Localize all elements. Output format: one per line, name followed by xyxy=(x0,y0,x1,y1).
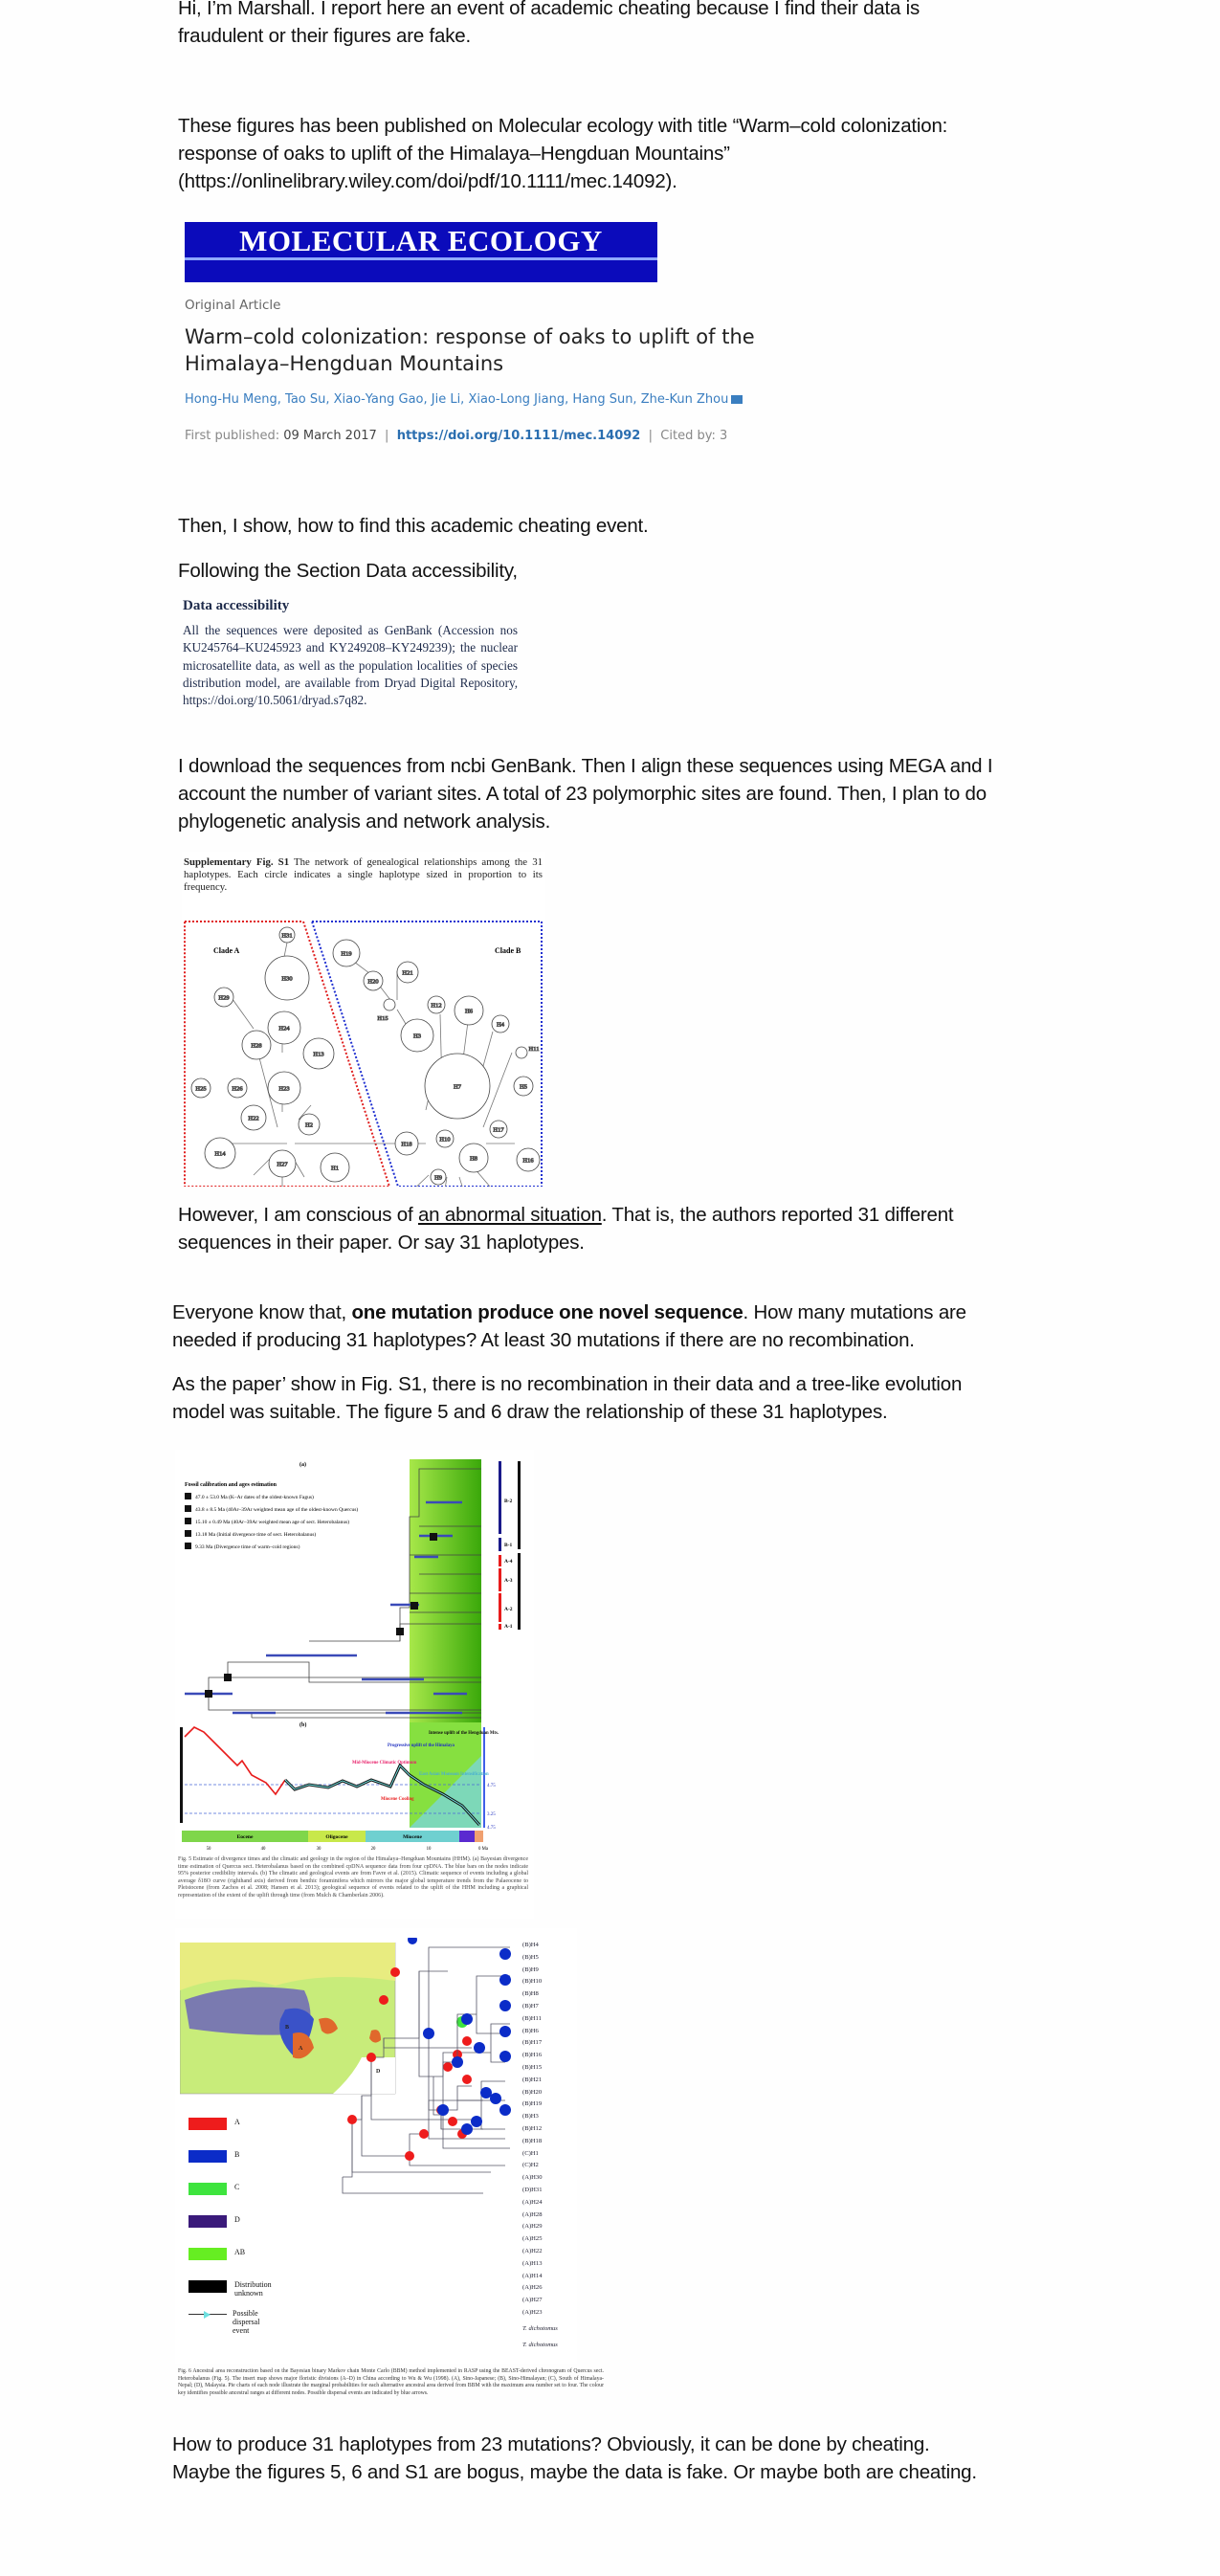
figure-s1-caption xyxy=(184,856,543,894)
first-published-date: 09 March 2017 xyxy=(283,429,377,443)
tip-label: T. dichotomus xyxy=(522,2324,558,2332)
first-published-label: First published: xyxy=(185,429,280,443)
figure-5 xyxy=(175,1450,534,1919)
tip-label: (B)H6 xyxy=(522,2027,539,2034)
svg-text:H24: H24 xyxy=(278,1025,290,1033)
right-axis-tick-3: 4.75 xyxy=(487,1826,496,1831)
svg-text:H13: H13 xyxy=(313,1051,324,1058)
svg-text:H29: H29 xyxy=(218,994,230,1002)
tip-label: (B)H8 xyxy=(522,1990,539,1998)
journal-banner xyxy=(185,222,657,282)
svg-text:H5: H5 xyxy=(520,1083,527,1091)
tip-label: T. dichotomus xyxy=(522,2341,558,2348)
node-h11 xyxy=(516,1046,539,1058)
legend-label-c: C xyxy=(234,2183,240,2191)
banner-rule xyxy=(185,257,657,260)
node-h22 xyxy=(241,1105,266,1130)
tip-label: (B)H11 xyxy=(522,2014,542,2022)
tip-label: (C)H1 xyxy=(522,2149,539,2157)
email-icon[interactable] xyxy=(731,395,743,404)
tip-label: (B)H16 xyxy=(522,2052,543,2059)
tip-label: (B)H5 xyxy=(522,1953,539,1961)
figure-6 xyxy=(175,1928,604,2396)
however-pre: However, I am conscious of xyxy=(178,1204,418,1226)
mutation-paragraph xyxy=(172,1299,966,1354)
svg-text:H8: H8 xyxy=(470,1155,477,1163)
tip-label: (A)H14 xyxy=(522,2272,543,2279)
svg-text:H23: H23 xyxy=(278,1085,290,1093)
node-h18 xyxy=(395,1132,418,1155)
node-h4 xyxy=(492,1015,509,1033)
tip-label: (A)H23 xyxy=(522,2308,543,2316)
right-axis-tick-1: 4.75 xyxy=(487,1784,496,1788)
map-label-a: A xyxy=(299,2046,303,2052)
svg-text:H26: H26 xyxy=(232,1085,243,1093)
calibration-c: 15.10 ± 0.49 Ma (40Ar–39Ar weighted mean age of sect. Heterobalanus) xyxy=(195,1520,350,1525)
tip-label: (B)H18 xyxy=(522,2137,543,2144)
epoch-bar xyxy=(182,1831,483,1842)
svg-text:H20: H20 xyxy=(367,978,379,986)
doi-link[interactable]: https://doi.org/10.1111/mec.14092 xyxy=(396,429,641,443)
svg-text:Clade B: Clade B xyxy=(495,946,521,955)
intro-paragraph xyxy=(178,0,920,50)
fig6-tree-upper xyxy=(405,1928,529,2368)
svg-text:Clade A: Clade A xyxy=(213,946,240,955)
node-h17 xyxy=(490,1121,507,1138)
conclusion-line-2: Maybe the figures 5, 6 and S1 are bogus, maybe the data is fake. Or maybe both are cheating. xyxy=(172,2461,977,2483)
svg-text:H1: H1 xyxy=(331,1165,339,1172)
clade-a2-label: A-2 xyxy=(504,1607,513,1612)
data-accessibility-body: All the sequences were deposited as GenBank (Accession nos KU245764–KU245923 and KY249208–KY249239); the nuclear microsatellite data, as well as the population localities of species distribution model, are available from Dryad Digital Repository, https://doi.org/10.5061/dryad.s7q82. xyxy=(183,623,518,708)
article-title[interactable] xyxy=(185,323,755,377)
annotation-miocene-cooling: Miocene Cooling xyxy=(381,1797,414,1802)
tip-label: (A)H24 xyxy=(522,2198,543,2206)
svg-text:H28: H28 xyxy=(251,1042,262,1050)
legend-label-dispersal: Possible dispersal event xyxy=(233,2309,260,2335)
fig-refs-line-2: model was suitable. The figure 5 and 6 draw the relationship of these 31 haplotypes. xyxy=(172,1401,888,1423)
fig-refs-line-1: As the paper’ show in Fig. S1, there is no recombination in their data and a tree-like evolution xyxy=(172,1373,963,1395)
tip-label: (B)H3 xyxy=(522,2113,539,2121)
tip-label: (A)H22 xyxy=(522,2247,543,2254)
node-h23 xyxy=(268,1072,300,1104)
node-h12 xyxy=(428,996,445,1013)
tip-label: (A)H29 xyxy=(522,2223,543,2231)
x-tick-0: 0 Ma xyxy=(478,1847,488,1852)
svg-text:H18: H18 xyxy=(401,1141,412,1148)
however-paragraph xyxy=(178,1201,953,1256)
node-h3 xyxy=(401,1019,433,1052)
annotation-himalaya-uplift: Progressive uplift of the Himalaya xyxy=(388,1743,455,1748)
svg-text:H27: H27 xyxy=(277,1161,288,1168)
fig6-tip-labels xyxy=(522,1940,558,2351)
article-title-line-2: Himalaya–Hengduan Mountains xyxy=(185,352,504,375)
tip-label: (B)H7 xyxy=(522,2002,539,2010)
svg-text:H11: H11 xyxy=(528,1046,540,1053)
svg-text:H4: H4 xyxy=(497,1021,504,1029)
node-h30 xyxy=(265,956,309,1000)
download-line-2: account the number of variant sites. A total of 23 polymorphic sites are found. Then, I plan to do xyxy=(178,783,987,805)
data-accessibility-heading: Data accessibility xyxy=(183,598,290,613)
svg-text:H19: H19 xyxy=(341,950,352,958)
node-h9 xyxy=(431,1169,446,1185)
however-line-2: sequences in their paper. Or say 31 haplotypes. xyxy=(178,1232,585,1254)
node-h14 xyxy=(205,1138,235,1168)
svg-text:H6: H6 xyxy=(465,1008,473,1015)
x-tick-20: 20 xyxy=(370,1847,376,1852)
x-tick-10: 10 xyxy=(426,1847,432,1852)
node-h8 xyxy=(459,1144,488,1172)
clade-a4-label: A-4 xyxy=(504,1559,513,1565)
tip-label: (A)H25 xyxy=(522,2235,543,2243)
mutation-line-1 xyxy=(172,1299,966,1326)
mutation-bold-claim: one mutation produce one novel sequence xyxy=(351,1301,743,1323)
legend-label-d: D xyxy=(234,2215,240,2224)
mutation-pre: Everyone know that, xyxy=(172,1301,352,1323)
tip-label: (B)H17 xyxy=(522,2039,543,2047)
svg-text:(a): (a) xyxy=(299,1462,306,1468)
node-h21 xyxy=(397,962,418,983)
svg-text:H25: H25 xyxy=(195,1085,207,1093)
publication-info: First published: 09 March 2017 | https://doi.org/10.1111/mec.14092 | Cited by: 3 xyxy=(185,429,728,443)
article-type: Original Article xyxy=(185,298,281,313)
publication-url[interactable]: (https://onlinelibrary.wiley.com/doi/pdf/10.1111/mec.14092). xyxy=(178,170,677,192)
node-h28 xyxy=(242,1031,271,1059)
tip-label: (A)H27 xyxy=(522,2297,543,2304)
svg-text:H15: H15 xyxy=(377,1015,388,1022)
tip-label: (A)H26 xyxy=(522,2284,543,2292)
tip-label: (B)H10 xyxy=(522,1978,543,1986)
publication-line-2: response of oaks to uplift of the Himalaya–Hengduan Mountains” xyxy=(178,143,730,165)
clade-a3-label: A-3 xyxy=(504,1578,513,1584)
however-line-1 xyxy=(178,1201,953,1229)
x-tick-40: 40 xyxy=(260,1847,266,1852)
legend-label-b: B xyxy=(234,2150,240,2159)
conclusion-line-1: How to produce 31 haplotypes from 23 mutations? Obviously, it can be done by cheating. xyxy=(172,2433,930,2455)
tip-label: (B)H4 xyxy=(522,1942,539,1948)
legend-label-unknown: Distribution unknown xyxy=(234,2280,272,2298)
clade-a1-label: A-1 xyxy=(504,1624,513,1630)
clade-b1-label: B-1 xyxy=(504,1543,513,1548)
authors-text[interactable]: Hong‑Hu Meng, Tao Su, Xiao‑Yang Gao, Jie Li, Xiao‑Long Jiang, Hang Sun, Zhe‑Kun Zhou xyxy=(185,392,729,407)
calibration-e: 9.33 Ma (Divergence time of warm–cold regions) xyxy=(195,1544,300,1550)
svg-text:H22: H22 xyxy=(248,1115,259,1122)
figure-s1-caption-text: The network of genealogical relationships among the 31 haplotypes. Each circle indicates a single haplotype sized in proportion to its frequency. xyxy=(184,856,543,893)
step-then: Then, I show, how to find this academic cheating event. xyxy=(178,515,649,537)
figure-6-caption: Fig. 6 Ancestral area reconstruction based on the Bayesian binary Markov chain Monte Carlo (BBM) method implemented in RASP using the BEAST-derived chronogram of Quercus sect. Heterobalanus (Fig. 5). The insert map shows major floristic divisions (A–D) in China according to Wu & Wu (1998). (A), Sino-Japanese; (B), Sino-Himalayan; (C), South of Himalaya-Nepal; (D), Malaysia. Pie charts of each node illustrate the marginal probabilities for each alternative ancestral area derived from BBM with the maximum area number set to four. The colour key identifies possible ancestral ranges at different nodes. Possible dispersal events are indicated by blue arrows. xyxy=(178,2368,604,2396)
mutation-post: . How many mutations are xyxy=(743,1301,966,1323)
annotation-mmco: Mid-Miocene Climatic Optimum xyxy=(352,1761,417,1765)
map-label-b: B xyxy=(285,2025,290,2031)
node-h7 xyxy=(425,1054,490,1119)
download-line-3: phylogenetic analysis and network analysis. xyxy=(178,811,551,833)
epoch-oligocene: Oligocene xyxy=(325,1834,348,1840)
node-h13 xyxy=(303,1038,334,1069)
node-h25 xyxy=(191,1078,211,1098)
svg-text:H31: H31 xyxy=(281,932,293,940)
epoch-eocene: Eocene xyxy=(236,1834,254,1840)
tip-label: (B)H19 xyxy=(522,2100,543,2108)
tip-label: (B)H9 xyxy=(522,1965,539,1973)
figure-s1-caption-label: Supplementary Fig. S1 xyxy=(184,856,290,868)
cited-by-link[interactable]: Cited by: 3 xyxy=(660,429,728,443)
node-h26 xyxy=(228,1078,247,1098)
divergence-chronogram xyxy=(175,1450,534,1852)
download-paragraph xyxy=(178,752,992,835)
fig-refs-paragraph xyxy=(172,1370,962,1426)
svg-text:H7: H7 xyxy=(454,1083,461,1091)
node-h1 xyxy=(321,1153,349,1182)
svg-text:H14: H14 xyxy=(214,1150,226,1158)
node-h16 xyxy=(517,1148,540,1171)
epoch-miocene: Miocene xyxy=(403,1834,422,1840)
data-accessibility-excerpt xyxy=(183,598,518,709)
intro-line-2: fraudulent or their figures are fake. xyxy=(178,25,471,47)
clade-b2-label: B-2 xyxy=(504,1499,513,1504)
conclusion-paragraph xyxy=(172,2431,977,2486)
tip-label: (A)H30 xyxy=(522,2174,543,2182)
svg-text:H30: H30 xyxy=(281,975,293,983)
node-h20 xyxy=(364,971,383,990)
node-h19 xyxy=(333,940,360,966)
svg-text:H17: H17 xyxy=(493,1126,504,1134)
right-axis-tick-2: 3.25 xyxy=(487,1812,496,1817)
annotation-hengduan-uplift: Intense uplift of the Hengduan Mts. xyxy=(429,1731,499,1736)
tip-label: (B)H20 xyxy=(522,2088,543,2096)
mutation-line-2: needed if producing 31 haplotypes? At least 30 mutations if there are no recombination. xyxy=(172,1329,915,1351)
article-title-line-1: Warm–cold colonization: response of oaks to uplift of the xyxy=(185,325,755,348)
node-h10 xyxy=(436,1130,454,1147)
tip-label: (C)H2 xyxy=(522,2162,539,2169)
svg-text:H16: H16 xyxy=(522,1157,534,1165)
journal-name: MOLECULAR ECOLOGY xyxy=(239,224,603,257)
abnormal-situation-text: an abnormal situation xyxy=(417,1204,602,1226)
annotation-monsoon: East Asian Monsoon Intensification xyxy=(419,1772,489,1777)
svg-text:H2: H2 xyxy=(305,1121,313,1129)
node-h29 xyxy=(214,988,233,1007)
legend-label-ab: AB xyxy=(234,2248,246,2256)
figure-5-caption: Fig. 5 Estimate of divergence times and the climatic and geology in the region of the Himalaya–Hengduan Mountains (HHM). (a) Bayesian divergence time estimation of Quercus sect. Heterobalanus based on the combined cpDNA sequence data from four cpDNA. The blue bars on the nodes indicate 95% posterior credibility intervals. (b) The climatic and geological events are from Favre et al. (2015). Climatic sequence of events including a global average δ18O curve (righthand axis) derived from benthic foraminifera which mirrors the major global temperature trends from the Palaeocene to Pleistocene (from Zachos et al. 2008; Hansen et al. 2013); geological sequence of events related to the uplift of the HHM including a graphical representation of the extent of the uplift through time (from Mulch & Chamberlain 2006). xyxy=(178,1856,528,1899)
author-list[interactable] xyxy=(185,392,743,407)
svg-text:H9: H9 xyxy=(434,1174,442,1182)
publication-line-1: These figures has been published on Molecular ecology with title “Warm–cold colonization: xyxy=(178,115,948,137)
tip-label: (B)H15 xyxy=(522,2063,543,2071)
x-tick-50: 50 xyxy=(206,1847,211,1852)
map-label-d: D xyxy=(376,2069,381,2075)
x-tick-30: 30 xyxy=(316,1847,322,1852)
tip-label: (A)H28 xyxy=(522,2210,543,2218)
svg-text:H3: H3 xyxy=(413,1033,421,1040)
haplotype-nodes xyxy=(182,909,545,1187)
node-h6 xyxy=(455,996,483,1025)
svg-text:H21: H21 xyxy=(402,969,413,977)
calibration-b: 43.8 ± 8.5 Ma (40Ar–39Ar weighted mean age of the oldest-known Quercus) xyxy=(195,1507,359,1513)
svg-text:H12: H12 xyxy=(431,1002,442,1010)
tip-label: (D)H31 xyxy=(522,2186,543,2193)
tip-label: (B)H21 xyxy=(522,2076,543,2083)
node-h24 xyxy=(268,1011,300,1044)
dispersal-arrow-icon xyxy=(204,2311,211,2319)
intro-line-1: Hi, I’m Marshall. I report here an event of academic cheating because I find their data is xyxy=(178,0,921,19)
publication-paragraph xyxy=(178,112,947,195)
tip-label: (B)H12 xyxy=(522,2124,543,2132)
svg-text:H10: H10 xyxy=(439,1136,451,1144)
node-h2 xyxy=(299,1114,320,1135)
calibration-d: 13.18 Ma (Initial divergence time of sect. Heterobalanus) xyxy=(195,1532,317,1538)
node-h15 xyxy=(377,999,395,1022)
calibration-a: 47.0 ± 53.0 Ma (K–Ar dates of the oldest-known Fagus) xyxy=(195,1495,314,1500)
download-line-1: I download the sequences from ncbi GenBank. Then I align these sequences using MEGA and I xyxy=(178,755,993,777)
svg-text:Fossil calibration and ages es: Fossil calibration and ages estimation xyxy=(185,1482,277,1488)
figure-s1 xyxy=(182,852,545,1187)
node-h27 xyxy=(269,1150,296,1177)
svg-text:(b): (b) xyxy=(299,1722,307,1728)
legend-label-a: A xyxy=(234,2118,240,2126)
node-h31 xyxy=(279,927,295,943)
step-following: Following the Section Data accessibility, xyxy=(178,560,518,582)
tip-label: (A)H13 xyxy=(522,2259,543,2267)
node-h5 xyxy=(514,1077,533,1096)
however-post: . That is, the authors reported 31 different xyxy=(601,1204,954,1226)
